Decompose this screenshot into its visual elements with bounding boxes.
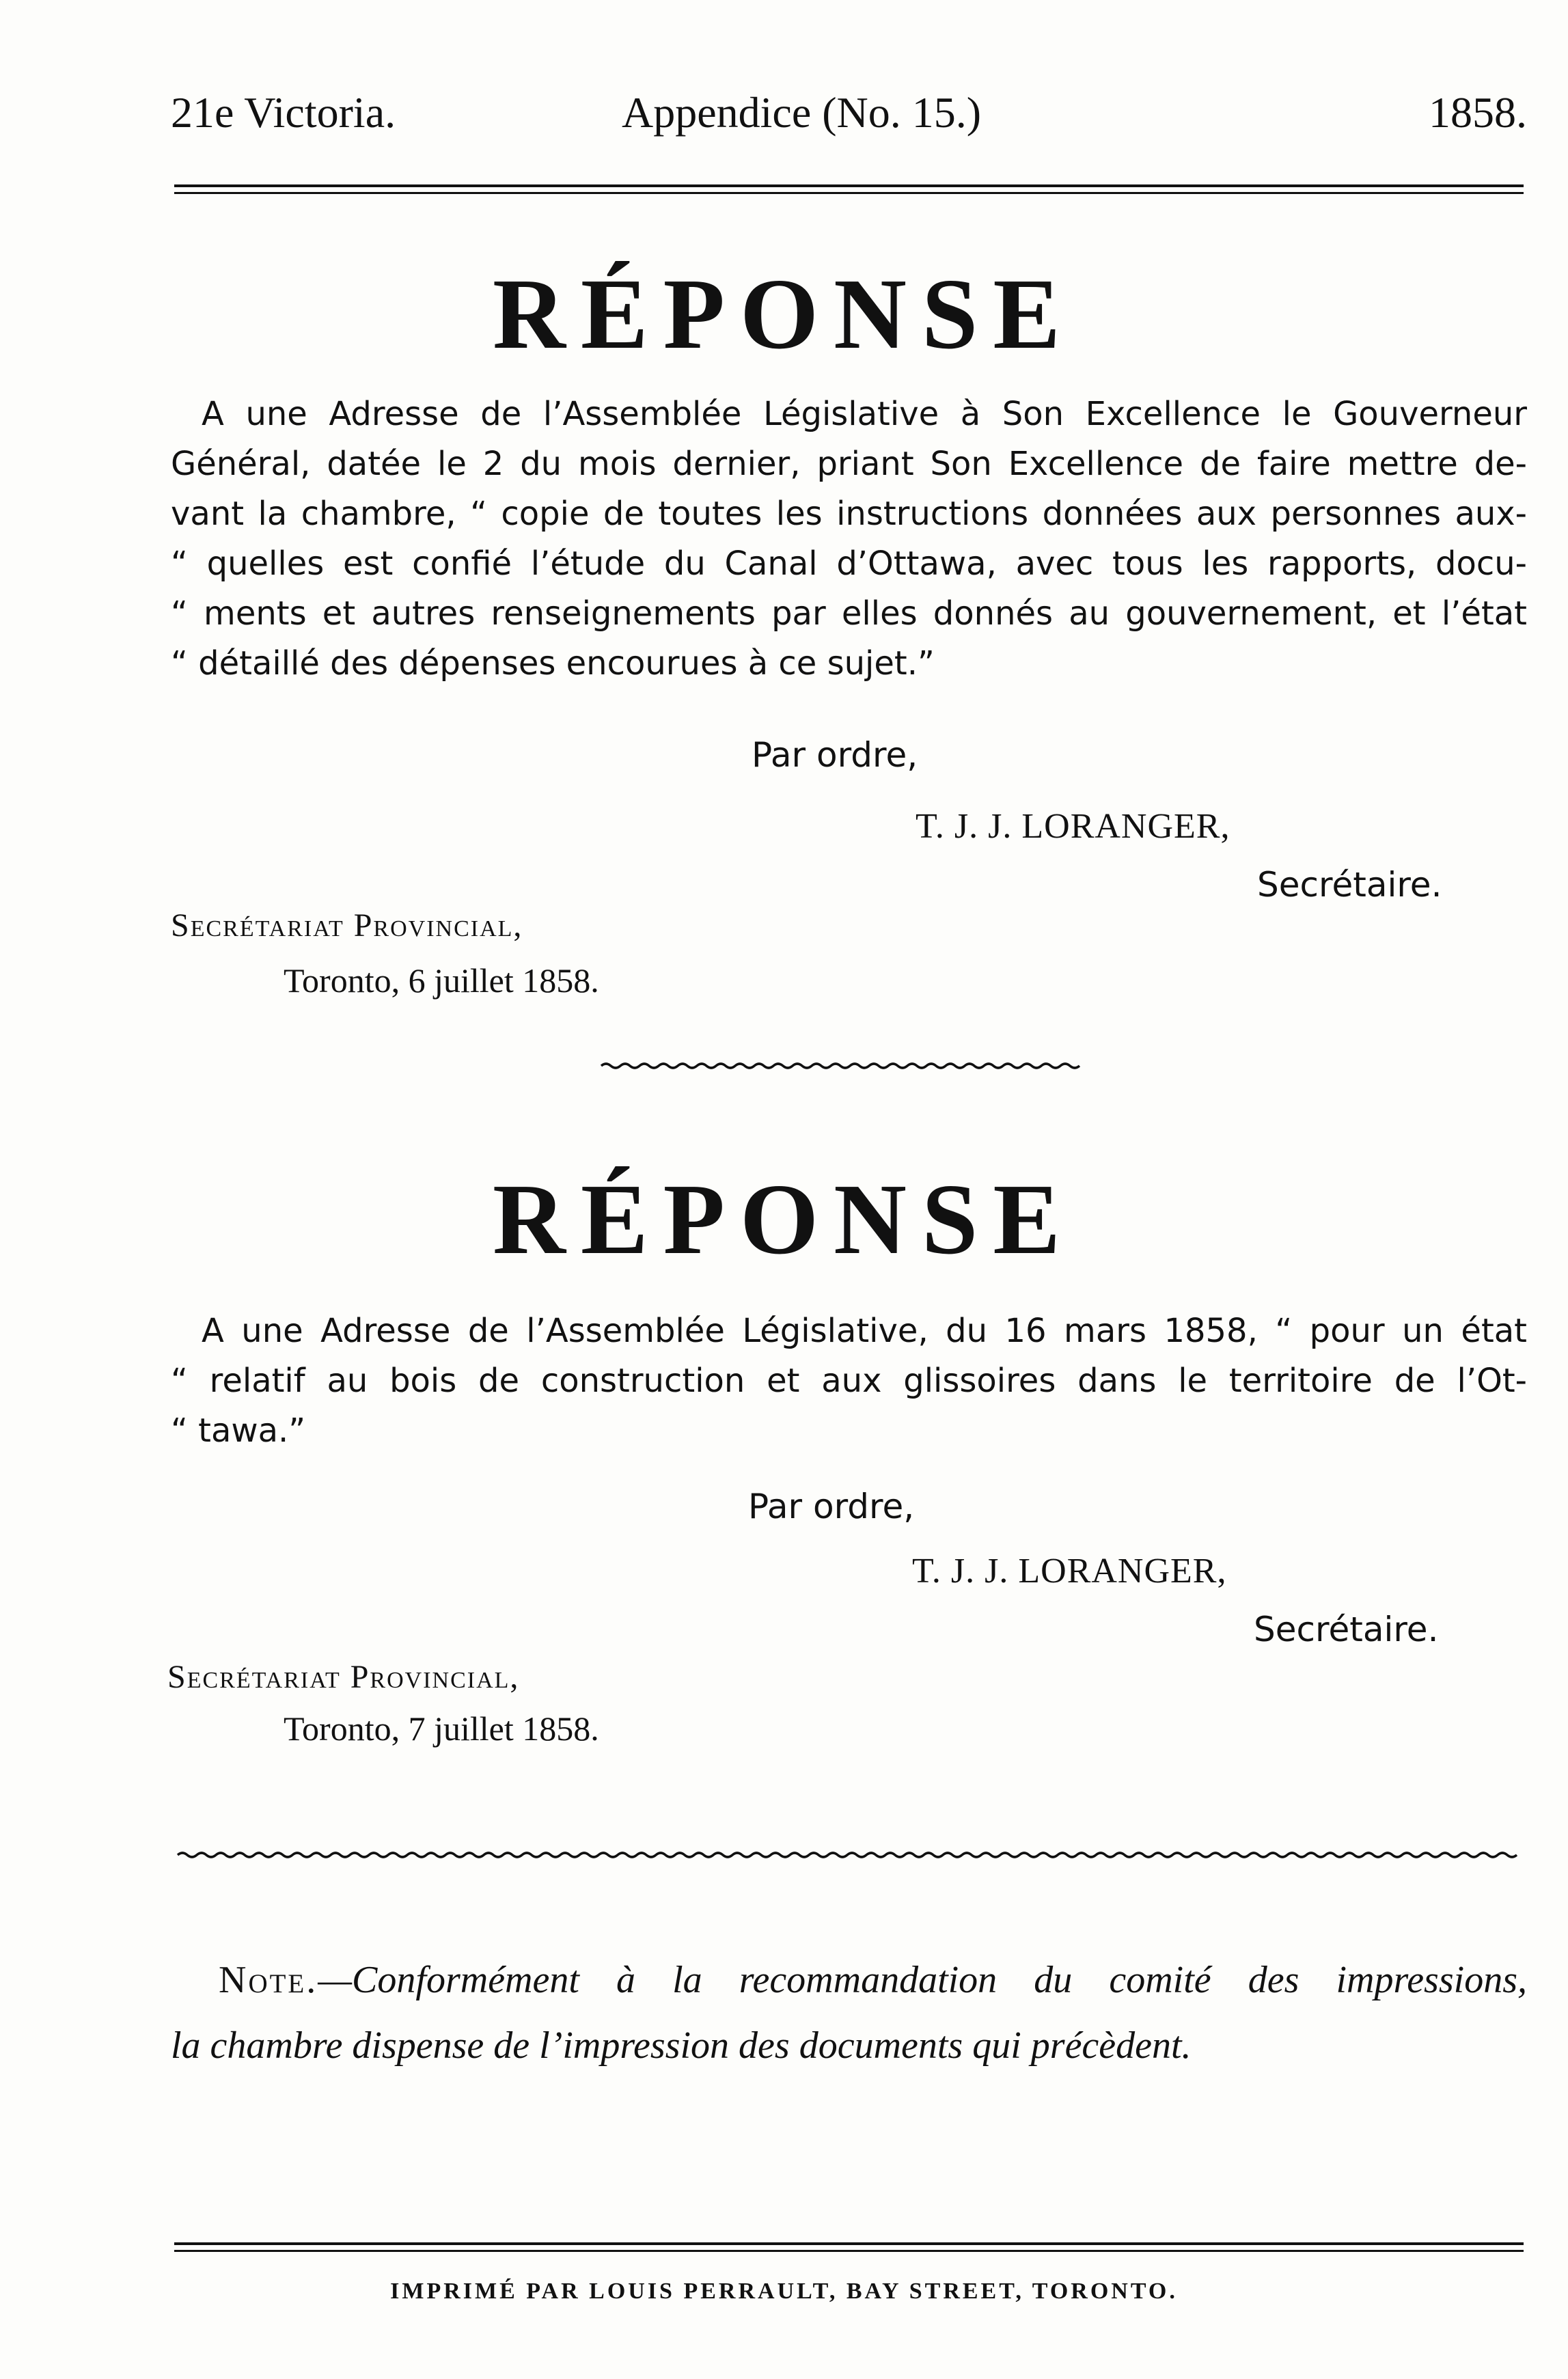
running-head-year: 1858.: [1429, 88, 1527, 137]
footer-double-rule: [174, 2242, 1524, 2252]
note-text-2: la chambre dispense de l’impression des documents qui précèdent.: [171, 2024, 1192, 2067]
note-label: Note.: [219, 1959, 318, 2001]
response-1-heading: RÉPONSE: [492, 258, 1076, 370]
note-text-1: —Conformément à la recommandation du comité des impressions,: [318, 1959, 1527, 2001]
address-line: “ quelles est confié l’étude du Canal d’Ottawa, avec tous les rapports, docu-: [171, 545, 1527, 583]
response-1-office: Secrétariat Provincial,: [171, 907, 523, 944]
response-2-office: Secrétariat Provincial,: [167, 1659, 520, 1695]
response-2-by-order: Par ordre,: [748, 1487, 915, 1526]
response-1-address: [171, 389, 1527, 689]
response-1-place-date: Toronto, 6 juillet 1858.: [284, 961, 599, 1000]
note-line-1: [171, 1947, 1527, 2013]
response-1-signatory: T. J. J. LORANGER,: [916, 807, 1230, 846]
header-double-rule: [174, 184, 1524, 194]
short-wavy-divider: [601, 1056, 1079, 1076]
note-line-2: [171, 2013, 1527, 2078]
address-line: “ tawa.”: [171, 1412, 306, 1450]
running-head: [171, 85, 1527, 140]
printer-imprint: IMPRIMÉ PAR LOUIS PERRAULT, BAY STREET, TORONTO.: [390, 2279, 1178, 2304]
address-line: “ relatif au bois de construction et aux glissoires dans le territoire de l’Ot-: [171, 1362, 1527, 1400]
address-line: vant la chambre, “ copie de toutes les instructions données aux personnes aux-: [171, 495, 1527, 533]
running-head-regnal-year: 21e Victoria.: [171, 88, 396, 137]
response-2-secretary-title: Secrétaire.: [1254, 1610, 1439, 1649]
response-2-heading: RÉPONSE: [492, 1164, 1076, 1276]
address-line: A une Adresse de l’Assemblée Législative, du 16 mars 1858, “ pour un état: [202, 1312, 1527, 1350]
running-head-appendix: Appendice (No. 15.): [622, 88, 982, 137]
address-line: “ ments et autres renseignements par elles donnés au gouvernement, et l’état: [171, 594, 1527, 633]
response-2-place-date: Toronto, 7 juillet 1858.: [284, 1709, 599, 1748]
address-line: A une Adresse de l’Assemblée Législative à Son Excellence le Gouverneur: [202, 395, 1527, 433]
response-2-address: [171, 1306, 1527, 1456]
long-wavy-divider: [178, 1845, 1517, 1865]
printing-note: [171, 1947, 1527, 2078]
address-line: Général, datée le 2 du mois dernier, priant Son Excellence de faire mettre de-: [171, 445, 1527, 483]
response-1-secretary-title: Secrétaire.: [1257, 865, 1442, 905]
response-2-signatory: T. J. J. LORANGER,: [912, 1552, 1227, 1591]
response-1-by-order: Par ordre,: [752, 735, 918, 775]
address-line: “ détaillé des dépenses encourues à ce sujet.”: [171, 644, 935, 683]
